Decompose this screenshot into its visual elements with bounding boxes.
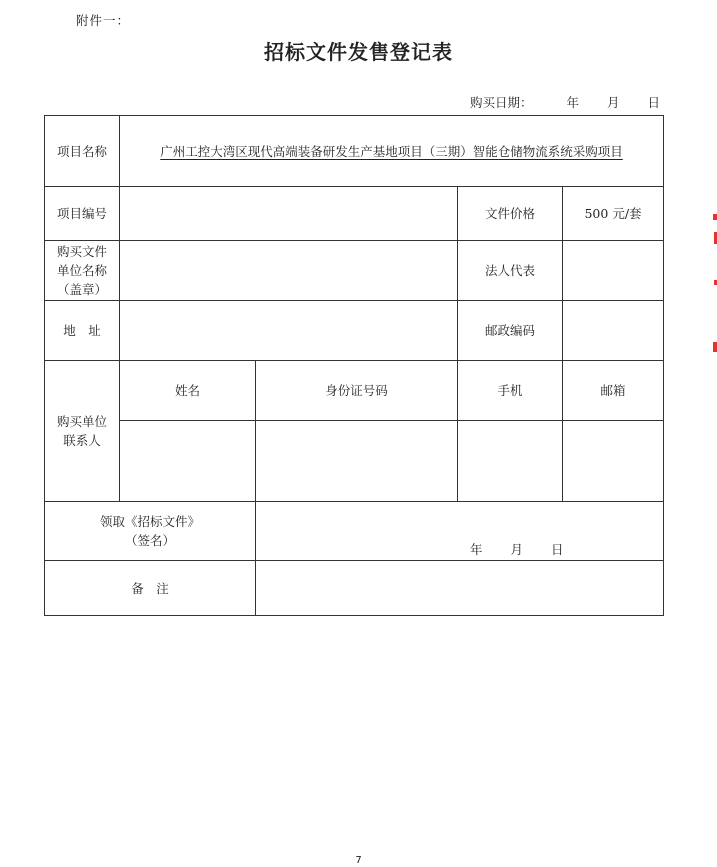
postcode-label: 邮政编码 (458, 301, 563, 361)
project-name-label: 项目名称 (45, 116, 120, 187)
doc-price-value: 500 元/套 (563, 187, 664, 241)
legal-rep-label: 法人代表 (458, 241, 563, 301)
receive-label-line1: 领取《招标文件》 (99, 514, 200, 529)
address-field[interactable] (120, 301, 458, 361)
contact-phone-field[interactable] (458, 421, 563, 502)
purchase-date-day: 日 (647, 95, 660, 110)
remarks-label: 备 注 (45, 561, 256, 616)
receive-label (45, 502, 256, 561)
project-name-text: 广州工控大湾区现代高端装备研发生产基地项目（三期）智能仓储物流系统采购项目 (160, 143, 623, 159)
purchase-date-year: 年 (566, 95, 579, 110)
contact-id-field[interactable] (256, 421, 458, 502)
purchase-date-label: 购买日期： (470, 95, 533, 110)
legal-rep-field[interactable] (563, 241, 664, 301)
doc-price-label: 文件价格 (458, 187, 563, 241)
registration-table (44, 115, 664, 616)
remarks-field[interactable] (256, 561, 664, 616)
contact-label (45, 361, 120, 502)
postcode-field[interactable] (563, 301, 664, 361)
buyer-unit-label-line3: （盖章） (56, 282, 107, 297)
project-name-value (120, 116, 664, 187)
seal-mark-4 (713, 342, 717, 352)
buyer-unit-field[interactable] (120, 241, 458, 301)
contact-email-field[interactable] (563, 421, 664, 502)
project-no-label: 项目编号 (45, 187, 120, 241)
col-header-name: 姓名 (120, 361, 256, 421)
address-label: 地 址 (45, 301, 120, 361)
col-header-phone: 手机 (458, 361, 563, 421)
purchase-date-month: 月 (606, 95, 620, 110)
buyer-unit-label (45, 241, 120, 301)
receive-date-month: 月 (510, 542, 523, 557)
contact-label-line2: 联系人 (63, 433, 101, 448)
receive-date-year: 年 (470, 542, 483, 557)
contact-name-field[interactable] (120, 421, 256, 502)
receive-date-day: 日 (550, 542, 564, 557)
receive-signature-field[interactable] (256, 502, 664, 561)
page-number: 7 (355, 855, 362, 866)
receive-label-line2: （签名） (124, 533, 175, 548)
purchase-date (470, 93, 660, 111)
contact-label-line1: 购买单位 (56, 414, 107, 429)
col-header-email: 邮箱 (563, 361, 664, 421)
buyer-unit-label-line1: 购买文件 (56, 244, 107, 259)
attachment-label: 附件一： (76, 13, 131, 28)
col-header-id: 身份证号码 (256, 361, 458, 421)
project-no-field[interactable] (120, 187, 458, 241)
page-title: 招标文件发售登记表 (264, 40, 453, 64)
buyer-unit-label-line2: 单位名称 (56, 263, 107, 278)
seal-mark-1 (713, 214, 717, 220)
receive-date (470, 540, 563, 559)
